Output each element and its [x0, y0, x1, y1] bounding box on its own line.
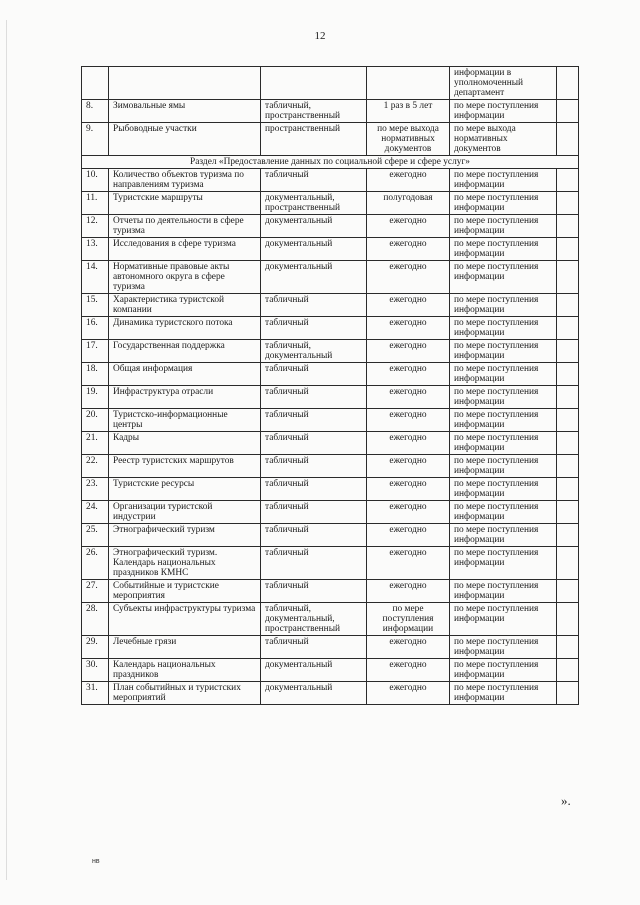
row-name-cell: Исследования в сфере туризма: [109, 238, 261, 261]
row-type-cell: табличный: [261, 580, 367, 603]
row-type-cell: табличный: [261, 386, 367, 409]
row-type-cell: документальный: [261, 659, 367, 682]
row-frequency-cell: ежегодно: [367, 455, 450, 478]
table-row: [82, 501, 579, 524]
row-extra-cell: [557, 524, 579, 547]
row-extra-cell: [557, 294, 579, 317]
table-row: [82, 478, 579, 501]
row-type-cell: табличный: [261, 501, 367, 524]
table-row: [82, 432, 579, 455]
row-frequency-cell: полугодовая: [367, 192, 450, 215]
row-number-cell: 17.: [82, 340, 109, 363]
row-frequency-cell: ежегодно: [367, 294, 450, 317]
row-extra-cell: [557, 169, 579, 192]
row-number-cell: 11.: [82, 192, 109, 215]
row-update-cell: по мере поступления информации: [450, 432, 557, 455]
row-frequency-cell: ежегодно: [367, 169, 450, 192]
row-type-cell: табличный: [261, 547, 367, 580]
table-row: [82, 524, 579, 547]
row-frequency-cell: ежегодно: [367, 261, 450, 294]
row-extra-cell: [557, 123, 579, 156]
row-update-cell: по мере поступления информации: [450, 659, 557, 682]
row-type-cell: табличный, пространственный: [261, 100, 367, 123]
row-update-cell: по мере поступления информации: [450, 317, 557, 340]
row-extra-cell: [557, 603, 579, 636]
row-type-cell: табличный: [261, 455, 367, 478]
row-update-cell: по мере поступления информации: [450, 261, 557, 294]
row-update-cell: по мере поступления информации: [450, 409, 557, 432]
row-frequency-cell: 1 раз в 5 лет: [367, 100, 450, 123]
row-frequency-cell: [367, 67, 450, 100]
row-name-cell: Туристские ресурсы: [109, 478, 261, 501]
row-update-cell: по мере поступления информации: [450, 238, 557, 261]
row-extra-cell: [557, 317, 579, 340]
table-row: [82, 67, 579, 100]
row-type-cell: табличный: [261, 169, 367, 192]
row-name-cell: Туристско-информационные центры: [109, 409, 261, 432]
row-type-cell: табличный: [261, 363, 367, 386]
row-update-cell: по мере поступления информации: [450, 169, 557, 192]
row-frequency-cell: ежегодно: [367, 215, 450, 238]
row-number-cell: 15.: [82, 294, 109, 317]
table-row: [82, 455, 579, 478]
table-row: [82, 682, 579, 705]
row-name-cell: Инфраструктура отрасли: [109, 386, 261, 409]
row-update-cell: по мере поступления информации: [450, 478, 557, 501]
row-update-cell: по мере поступления информации: [450, 524, 557, 547]
row-update-cell: по мере поступления информации: [450, 547, 557, 580]
row-frequency-cell: ежегодно: [367, 580, 450, 603]
row-number-cell: [82, 67, 109, 100]
table-row: [82, 261, 579, 294]
row-type-cell: документальный: [261, 238, 367, 261]
row-number-cell: 30.: [82, 659, 109, 682]
row-name-cell: Кадры: [109, 432, 261, 455]
row-name-cell: План событийных и туристских мероприятий: [109, 682, 261, 705]
row-update-cell: по мере поступления информации: [450, 603, 557, 636]
row-frequency-cell: ежегодно: [367, 386, 450, 409]
row-type-cell: табличный: [261, 409, 367, 432]
row-name-cell: [109, 67, 261, 100]
row-number-cell: 29.: [82, 636, 109, 659]
row-number-cell: 27.: [82, 580, 109, 603]
row-type-cell: табличный, документальный: [261, 340, 367, 363]
table-row: [82, 547, 579, 580]
row-type-cell: табличный: [261, 524, 367, 547]
row-number-cell: 21.: [82, 432, 109, 455]
row-number-cell: 25.: [82, 524, 109, 547]
table-row: [82, 100, 579, 123]
row-name-cell: Нормативные правовые акты автономного округа в сфере туризма: [109, 261, 261, 294]
table-row: [82, 340, 579, 363]
table-row: [82, 409, 579, 432]
table-row: [82, 317, 579, 340]
row-type-cell: документальный: [261, 215, 367, 238]
row-extra-cell: [557, 261, 579, 294]
row-number-cell: 22.: [82, 455, 109, 478]
row-name-cell: Общая информация: [109, 363, 261, 386]
row-number-cell: 8.: [82, 100, 109, 123]
table-row: [82, 603, 579, 636]
row-extra-cell: [557, 547, 579, 580]
row-number-cell: 18.: [82, 363, 109, 386]
row-extra-cell: [557, 100, 579, 123]
table-row: [82, 659, 579, 682]
row-update-cell: по мере поступления информации: [450, 215, 557, 238]
row-extra-cell: [557, 432, 579, 455]
table-row: [82, 386, 579, 409]
row-update-cell: по мере поступления информации: [450, 340, 557, 363]
row-extra-cell: [557, 501, 579, 524]
row-frequency-cell: ежегодно: [367, 524, 450, 547]
row-name-cell: Зимовальные ямы: [109, 100, 261, 123]
row-type-cell: табличный: [261, 478, 367, 501]
row-type-cell: табличный: [261, 294, 367, 317]
table-row: [82, 215, 579, 238]
row-number-cell: 23.: [82, 478, 109, 501]
row-update-cell: по мере поступления информации: [450, 682, 557, 705]
row-update-cell: по мере поступления информации: [450, 580, 557, 603]
row-update-cell: по мере поступления информации: [450, 363, 557, 386]
row-extra-cell: [557, 386, 579, 409]
row-type-cell: документальный: [261, 682, 367, 705]
table-row: [82, 156, 579, 169]
row-name-cell: Организации туристской индустрии: [109, 501, 261, 524]
row-frequency-cell: ежегодно: [367, 432, 450, 455]
row-type-cell: документальный: [261, 261, 367, 294]
row-number-cell: 14.: [82, 261, 109, 294]
row-type-cell: табличный, документальный, пространственный: [261, 603, 367, 636]
row-name-cell: Субъекты инфраструктуры туризма: [109, 603, 261, 636]
row-frequency-cell: ежегодно: [367, 238, 450, 261]
row-extra-cell: [557, 363, 579, 386]
row-frequency-cell: по мере выхода нормативных документов: [367, 123, 450, 156]
row-update-cell: по мере поступления информации: [450, 501, 557, 524]
row-frequency-cell: ежегодно: [367, 317, 450, 340]
row-number-cell: 10.: [82, 169, 109, 192]
row-frequency-cell: ежегодно: [367, 547, 450, 580]
row-frequency-cell: ежегодно: [367, 636, 450, 659]
row-name-cell: Количество объектов туризма по направлениям туризма: [109, 169, 261, 192]
table-row: [82, 169, 579, 192]
row-extra-cell: [557, 659, 579, 682]
row-type-cell: табличный: [261, 636, 367, 659]
row-type-cell: документальный, пространственный: [261, 192, 367, 215]
table-row: [82, 123, 579, 156]
table-row: [82, 636, 579, 659]
row-update-cell: по мере поступления информации: [450, 386, 557, 409]
section-header: Раздел «Предоставление данных по социальной сфере и сфере услуг»: [82, 156, 579, 169]
row-frequency-cell: ежегодно: [367, 659, 450, 682]
row-frequency-cell: ежегодно: [367, 363, 450, 386]
table-row: [82, 363, 579, 386]
row-extra-cell: [557, 192, 579, 215]
row-number-cell: 31.: [82, 682, 109, 705]
page-number: 12: [314, 30, 326, 42]
row-number-cell: 26.: [82, 547, 109, 580]
row-frequency-cell: ежегодно: [367, 478, 450, 501]
row-number-cell: 13.: [82, 238, 109, 261]
row-name-cell: Лечебные грязи: [109, 636, 261, 659]
row-number-cell: 24.: [82, 501, 109, 524]
row-frequency-cell: ежегодно: [367, 682, 450, 705]
row-type-cell: пространственный: [261, 123, 367, 156]
row-update-cell: по мере поступления информации: [450, 636, 557, 659]
row-update-cell: по мере поступления информации: [450, 294, 557, 317]
row-number-cell: 20.: [82, 409, 109, 432]
table-body: [82, 67, 579, 705]
row-name-cell: Отчеты по деятельности в сфере туризма: [109, 215, 261, 238]
row-type-cell: табличный: [261, 317, 367, 340]
row-name-cell: Туристские маршруты: [109, 192, 261, 215]
table-row: [82, 294, 579, 317]
row-frequency-cell: ежегодно: [367, 409, 450, 432]
row-extra-cell: [557, 682, 579, 705]
row-name-cell: Этнографический туризм: [109, 524, 261, 547]
row-name-cell: Рыбоводные участки: [109, 123, 261, 156]
row-update-cell: по мере выхода нормативных документов: [450, 123, 557, 156]
table-row: [82, 192, 579, 215]
row-name-cell: Этнографический туризм. Календарь национальных праздников КМНС: [109, 547, 261, 580]
row-name-cell: Событийные и туристские мероприятия: [109, 580, 261, 603]
row-frequency-cell: ежегодно: [367, 340, 450, 363]
row-extra-cell: [557, 636, 579, 659]
row-update-cell: по мере поступления информации: [450, 100, 557, 123]
row-name-cell: Государственная поддержка: [109, 340, 261, 363]
row-extra-cell: [557, 215, 579, 238]
row-extra-cell: [557, 478, 579, 501]
row-extra-cell: [557, 340, 579, 363]
row-extra-cell: [557, 67, 579, 100]
footer-mark: нв: [92, 858, 100, 865]
row-number-cell: 9.: [82, 123, 109, 156]
row-update-cell: информации в уполномоченный департамент: [450, 67, 557, 100]
row-update-cell: по мере поступления информации: [450, 455, 557, 478]
row-number-cell: 16.: [82, 317, 109, 340]
data-table: [81, 66, 579, 705]
row-extra-cell: [557, 580, 579, 603]
row-frequency-cell: по мере поступления информации: [367, 603, 450, 636]
row-number-cell: 12.: [82, 215, 109, 238]
row-number-cell: 19.: [82, 386, 109, 409]
row-name-cell: Реестр туристских маршрутов: [109, 455, 261, 478]
row-extra-cell: [557, 238, 579, 261]
row-frequency-cell: ежегодно: [367, 501, 450, 524]
row-update-cell: по мере поступления информации: [450, 192, 557, 215]
row-extra-cell: [557, 409, 579, 432]
row-name-cell: Динамика туристского потока: [109, 317, 261, 340]
row-type-cell: табличный: [261, 432, 367, 455]
row-name-cell: Календарь национальных праздников: [109, 659, 261, 682]
scan-edge-line: [6, 20, 7, 880]
row-name-cell: Характеристика туристской компании: [109, 294, 261, 317]
row-extra-cell: [557, 455, 579, 478]
row-number-cell: 28.: [82, 603, 109, 636]
closing-mark: ».: [561, 793, 571, 808]
table-row: [82, 238, 579, 261]
row-type-cell: [261, 67, 367, 100]
table-row: [82, 580, 579, 603]
